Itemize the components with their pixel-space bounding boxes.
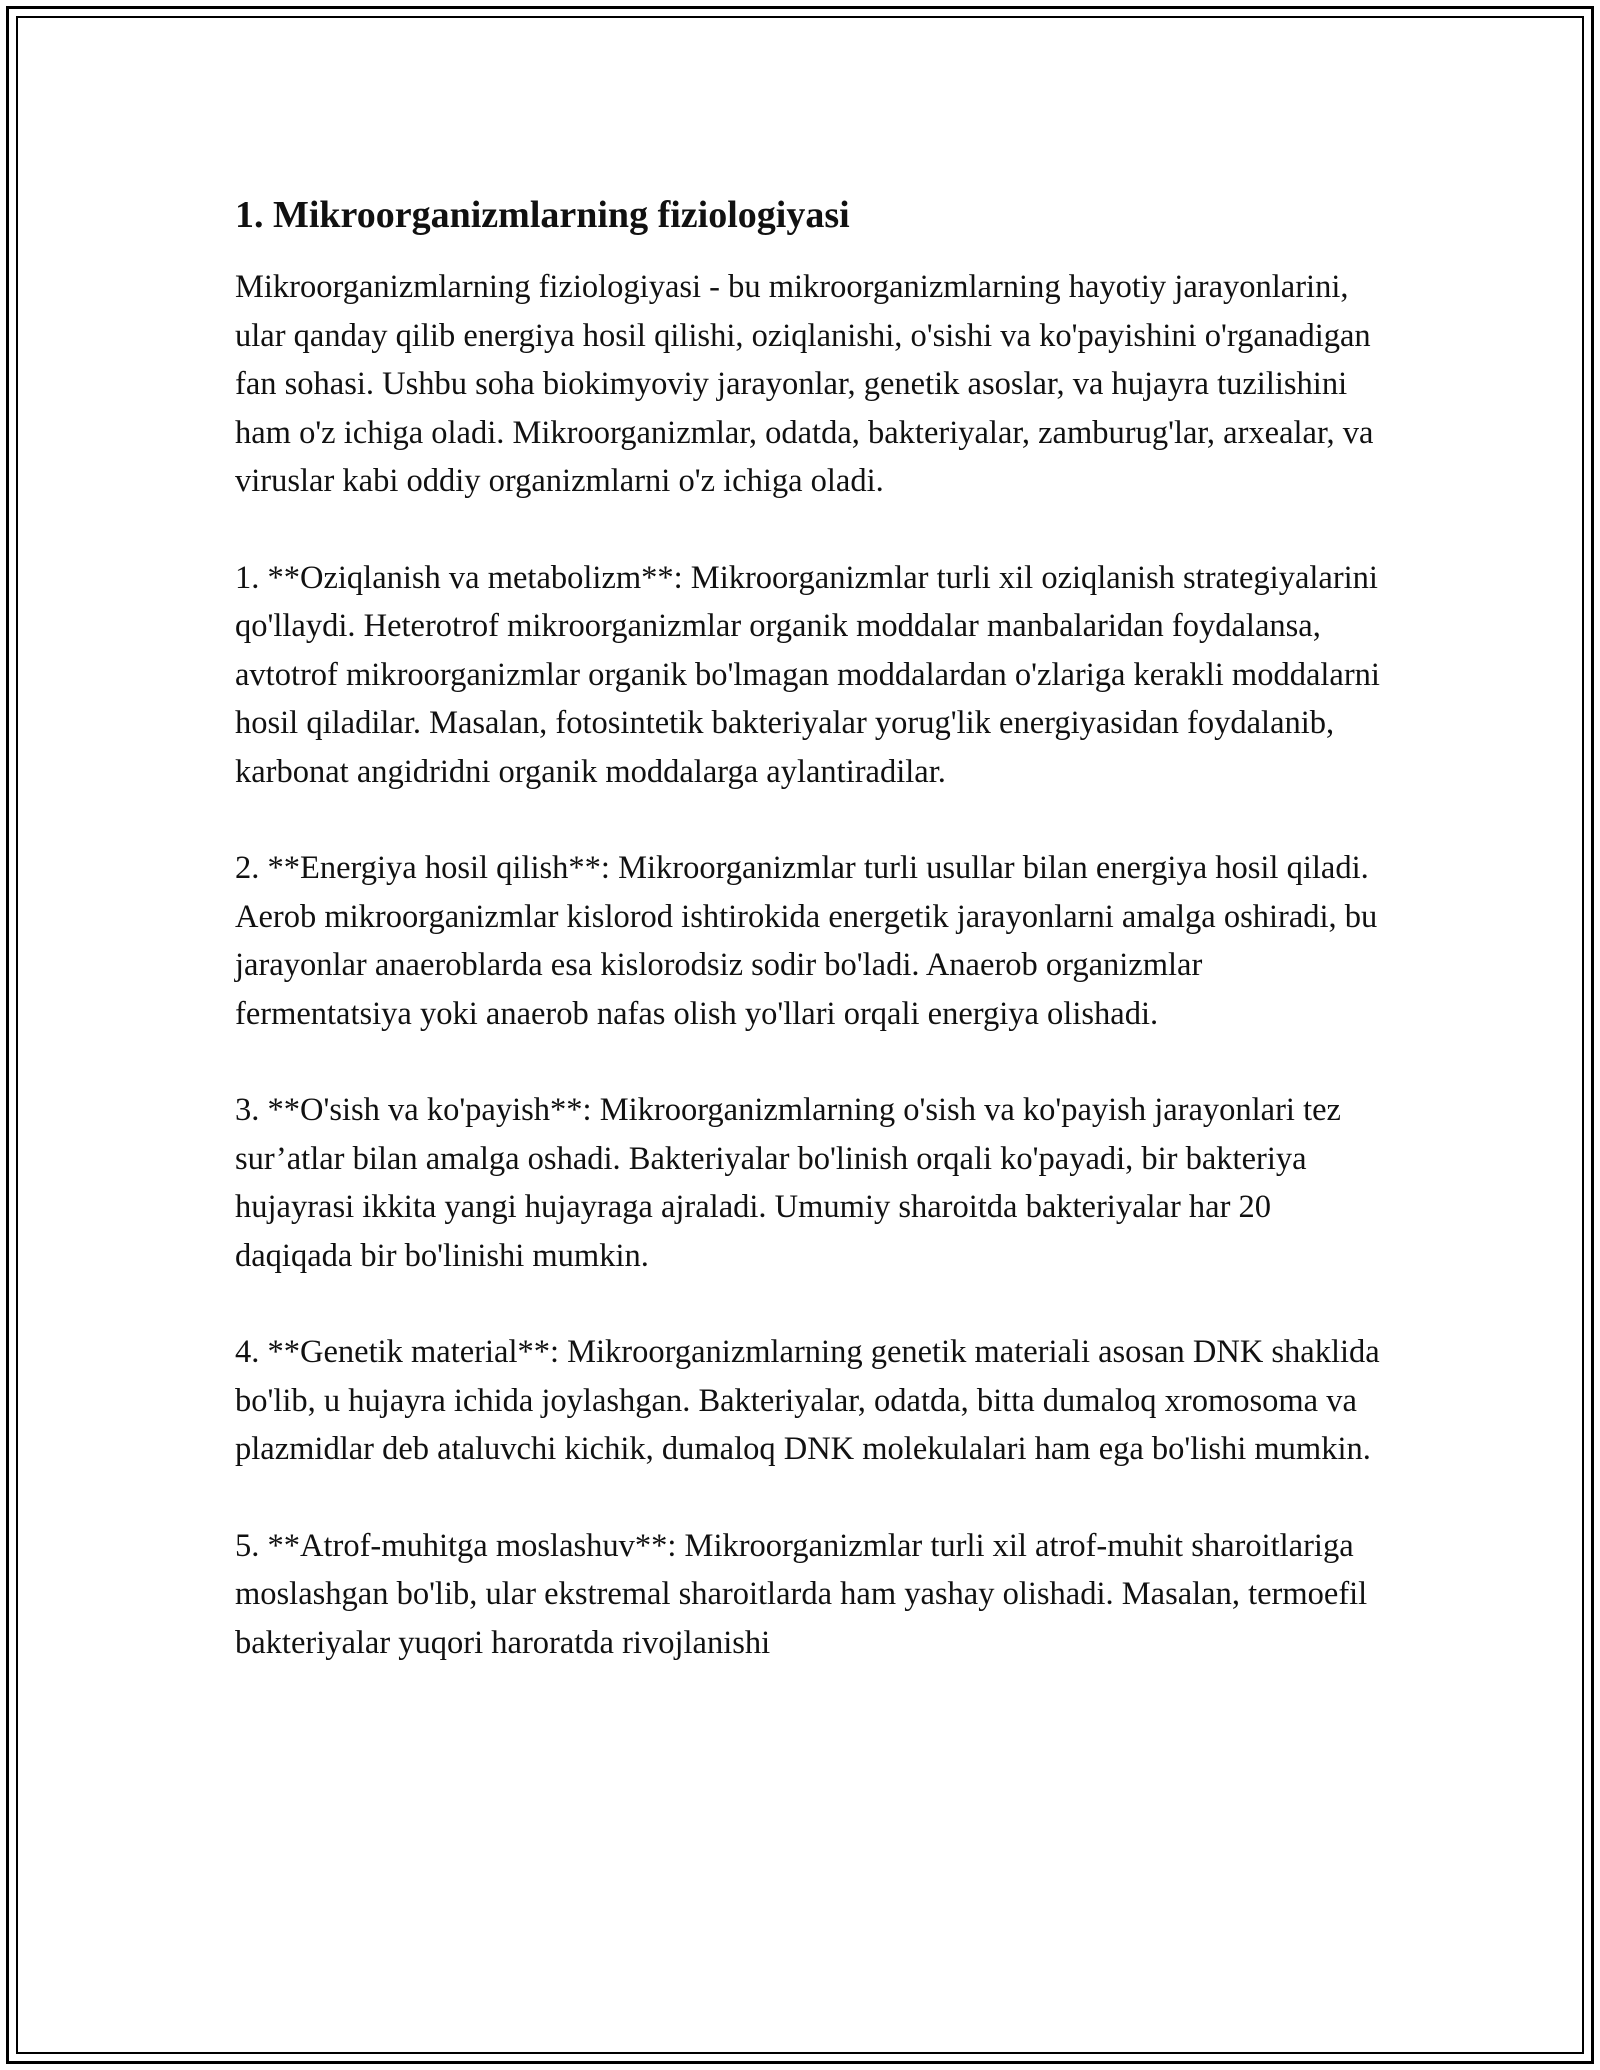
paragraph-nutrition-metabolism: 1. **Oziqlanish va metabolizm**: Mikroorganizmlar turli xil oziqlanish strategiyalarini qo'llaydi. Heterotrof mikroorganizmlar organik moddalar manbalaridan foydalansa, avtotrof mikroorganizmlar organik bo'lmagan moddalardan o'zlariga kerakli moddalarni hosil qiladilar. Masalan, fotosintetik bakteriyalar yorug'lik energiyasidan foydalanib, karbonat angidridni organik moddalarga aylantiradilar. xyxy=(235,559,1380,790)
paragraph-environmental-adaptation: 5. **Atrof-muhitga moslashuv**: Mikroorganizmlar turli xil atrof-muhit sharoitlariga moslashgan bo'lib, ular ekstremal sharoitlarda ham yashay olishadi. Masalan, termoefil bakteriyalar yuqori haroratda rivojlanishi xyxy=(235,1527,1368,1661)
paragraph-energy-production: 2. **Energiya hosil qilish**: Mikroorganizmlar turli usullar bilan energiya hosil qiladi. Aerob mikroorganizmlar kislorod ishtirokida energetik jarayonlarni amalga oshiradi, bu jarayonlar anaeroblarda esa kislorodsiz sodir bo'ladi. Anaerob organizmlar fermentatsiya yoki anaerob nafas olish yo'llari orqali energiya olishadi. xyxy=(235,850,1378,1032)
paragraph-genetic-material: 4. **Genetik material**: Mikroorganizmlarning genetik materiali asosan DNK shaklida bo'lib, u hujayra ichida joylashgan. Bakteriyalar, odatda, bitta dumaloq xromosoma va plazmidlar deb ataluvchi kichik, dumaloq DNK molekulalari ham ega bo'lishi mumkin. xyxy=(235,1334,1380,1467)
intro-paragraph: Mikroorganizmlarning fiziologiyasi - bu mikroorganizmlarning hayotiy jarayonlarini, ular qanday qilib energiya hosil qilishi, oziqlanishi, o'sishi va ko'payishini o'rganadigan fan sohasi. Ushbu soha biokimyoviy jarayonlar, genetik asoslar, va hujayra tuzilishini ham o'z ichiga oladi. Mikroorganizmlar, odatda, bakteriyalar, zamburug'lar, arxealar, va viruslar kabi oddiy organizmlarni o'z ichiga oladi. xyxy=(235,269,1374,499)
section-heading: 1. Mikroorganizmlarning fiziologiyasi xyxy=(235,194,850,236)
paragraph-growth-reproduction: 3. **O'sish va ko'payish**: Mikroorganizmlarning o'sish va ko'payish jarayonlari tez sur’atlar bilan amalga oshadi. Bakteriyalar bo'linish orqali ko'payadi, bir bakteriya hujayrasi ikkita yangi hujayraga ajraladi. Umumiy sharoitda bakteriyalar har 20 daqiqada bir bo'linishi mumkin. xyxy=(235,1092,1341,1274)
document-body xyxy=(235,185,1380,1667)
